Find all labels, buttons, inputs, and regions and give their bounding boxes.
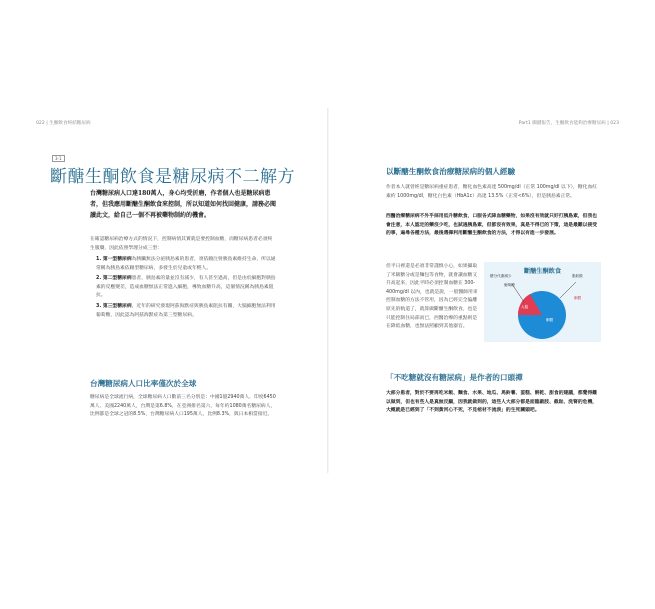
label-brain: 大腦 [521, 305, 529, 309]
list-item-text: 患者，胰島素的量並沒有減少，有人甚至過高，但是由於細胞對胰島素的反應變差，造成血糖無法正常進入細胞，導致血糖升高，這個情況稱為胰島素阻抗。 [96, 276, 276, 299]
left-paragraph-2: 糖尿病是全球流行病，全球糖尿病人口數前三名分別是：中國1億2940萬人、印度6450萬人、美國2240萬人，台灣是第6.8%，在亞洲排名第六，每年約1080萬名糖尿病人，比例都是全球之冠的8.5%，台灣糖尿病人口195萬人，比例8.3%，與日本相當接近。 [90, 395, 276, 418]
list-item-number: 1. 第一型糖尿病 [96, 257, 132, 262]
right-paragraph-3: 大部分患者，對於不要再吃米飯、麵食、水果、地瓜、馬鈴薯、蛋糕、餅乾、甜食的建議，都覺得難以做到，但也有些人是真無反顧，因我就做到的，這些人大部分都是面臨截肢、截趾、洗腎的危機，大概就是已經到了「不到黃河心不死，不見棺材不流淚」的生死關頭吧。 [386, 391, 598, 414]
ketogenic-diagram [484, 262, 601, 342]
list-item [96, 303, 276, 320]
right-running-header: Part1 關鍵報告，生酮飲食能夠治療糖尿病 | 023 [518, 121, 619, 126]
right-paragraph-2: 但平日裡還是必須非常謹慎小心，如果攝取了米飯糖分或是麵包等食物，就會讓血糖又升高起來，因此平時必須控制血糖在 300-400mg/dl 以內，也就是說，一般醫師用來控制血糖的方法不管用，因為已經完全偏離原先的軌道了，就算做斷醣生酮飲食，也是只能控制住局部而已，西醫治療的重點則是在降低血糖，也無法照顧到其他器官。 [386, 264, 478, 330]
right-section-heading-1: 以斷醣生酮飲食治療糖尿病的個人經驗 [386, 167, 516, 176]
list-item [96, 275, 276, 301]
label-main: 酮體 [546, 318, 554, 322]
label-fat: 脂肪酸 [572, 274, 583, 278]
list-item-number: 2. 第二型糖尿病 [96, 276, 132, 282]
book-spine [327, 108, 329, 473]
right-paragraph-1b: 西醫治療糖尿病不外乎採用低升糖飲食，口服各式降血糖藥物，如果沒有效就只好打胰島素，但我也會注意，本人認定的藥沒少吃，也試過胰島素，但都沒有效果，真是不得已的下策，這是最難以接受的事，遍尋各種方法，最後選擇利用斷醣生酮飲食的方法，才得以有進一步發展。 [386, 214, 598, 237]
left-running-header: 022 | 生酮飲食終結糖尿病 [36, 121, 91, 126]
left-section-heading: 台灣糖尿病人口比率僅次於全球 [90, 379, 197, 388]
chapter-title: 斷醣生酮飲食是糖尿病不二解方 [50, 167, 295, 187]
right-section-heading-2: 「不吃糖就沒有糖尿病」是作者的口頭禪 [386, 373, 523, 382]
label-ketone: 酮體 [574, 296, 582, 300]
list-item-text: ，近年的研究發現阿茲海默症與胰島素阻抗有關，大腦細胞無法利用葡萄糖，因此認為阿茲海默症為第三型糖尿病。 [96, 303, 276, 318]
intro-paragraph: 台灣糖尿病人口達180萬人，身心均受折磨，作者個人也是糖尿病患者，但我應用斷醣生酮飲食來控制，所以知道如何找回健康，請務必閱讀此文，給自己一個不再被藥物制約的機會。 [90, 190, 277, 219]
label-insulin: 糖分代謝減少 [490, 274, 512, 278]
section-tag: 3-1 [52, 155, 65, 162]
diagram-title: 斷醣生酮飲食 [523, 268, 562, 275]
list-item [96, 256, 276, 273]
right-paragraph-1: 作者本人就曾經是糖尿病重症患者，糖化血色素高達 500mg/dl（正常 100mg/dl 以下），糖化血紅素約 1000mg/dl，糖化白色素（HbA1c）高達 13.5%（正常<6%），但是胰島素正常。 [386, 185, 598, 199]
label-carb: 葡萄糖 [504, 283, 515, 287]
list-item-text: 為胰臟無法分泌胰島素的患者，須依賴注射胰島素維持生命，所以通常稱為胰島素依賴型糖尿病，多發生於兒童或年輕人。 [96, 257, 276, 271]
type-list [96, 256, 276, 320]
left-paragraph-1: 在確認糖尿病治療方式的情況下，控制病情其實就是要控制血糖，而糖尿病患者必須終生服藥，因此依照學理分成三型： [90, 237, 273, 251]
list-item-number: 3. 第三型糖尿病 [96, 303, 132, 309]
